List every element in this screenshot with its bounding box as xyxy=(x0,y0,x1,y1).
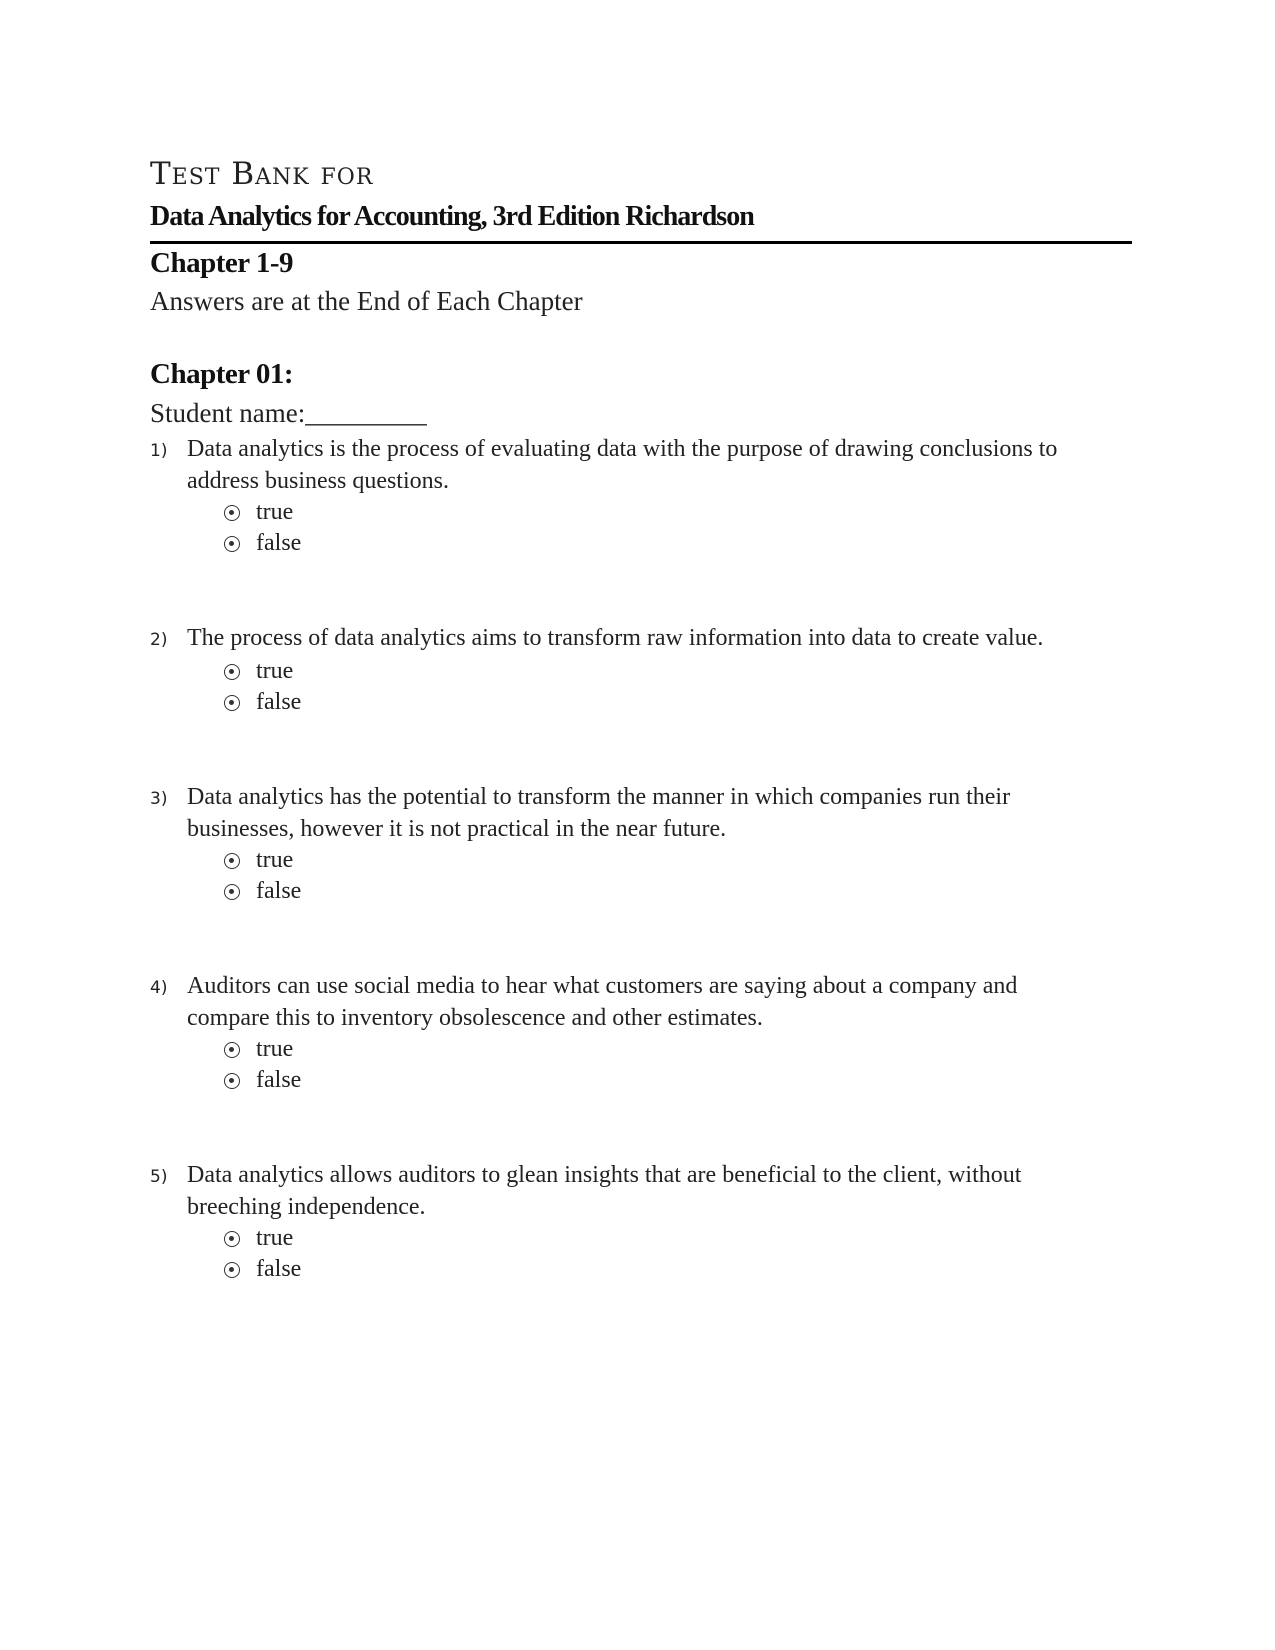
radio-icon[interactable] xyxy=(224,1042,240,1058)
option-label: false xyxy=(256,878,302,904)
option-label: false xyxy=(256,689,302,715)
radio-icon[interactable] xyxy=(224,1262,240,1278)
title-divider xyxy=(150,241,1132,244)
document-page xyxy=(150,155,1132,1348)
student-name-field: Student name:_________ xyxy=(150,398,427,428)
question-text: Data analytics has the potential to transform the manner in which companies run their businesses, however it is not practical in the near future. xyxy=(187,784,1011,842)
radio-icon[interactable] xyxy=(224,505,240,521)
option-true[interactable] xyxy=(224,497,1132,528)
answer-options xyxy=(224,656,1132,718)
question-number: 5) xyxy=(150,1167,168,1187)
question-text: Data analytics is the process of evaluating data with the purpose of drawing conclusions to address business questions. xyxy=(187,436,1058,494)
question-number: 2) xyxy=(150,630,168,650)
option-true[interactable] xyxy=(224,656,1132,687)
book-title: Data Analytics for Accounting, 3rd Edition Richardson xyxy=(150,201,754,232)
option-label: false xyxy=(256,1067,302,1093)
chapter-range: Chapter 1-9 xyxy=(150,247,293,279)
radio-icon[interactable] xyxy=(224,664,240,680)
question-text: Auditors can use social media to hear what customers are saying about a company and compare this to inventory obsolescence and other estimates. xyxy=(187,973,1018,1031)
question-text: Data analytics allows auditors to glean insights that are beneficial to the client, without breeching independence. xyxy=(187,1162,1022,1220)
chapter-heading: Chapter 01: xyxy=(150,358,293,390)
radio-icon[interactable] xyxy=(224,1231,240,1247)
question-5 xyxy=(150,1159,1132,1285)
question-number: 3) xyxy=(150,789,168,809)
option-false[interactable] xyxy=(224,1254,1132,1285)
question-2 xyxy=(150,622,1132,718)
question-1 xyxy=(150,433,1132,559)
answers-note: Answers are at the End of Each Chapter xyxy=(150,286,583,316)
question-text: The process of data analytics aims to transform raw information into data to create value. xyxy=(187,625,1044,651)
option-false[interactable] xyxy=(224,687,1132,718)
option-true[interactable] xyxy=(224,845,1132,876)
option-label: true xyxy=(256,1036,294,1062)
radio-icon[interactable] xyxy=(224,1073,240,1089)
option-label: true xyxy=(256,1225,294,1251)
option-label: false xyxy=(256,530,302,556)
option-false[interactable] xyxy=(224,1065,1132,1096)
option-false[interactable] xyxy=(224,528,1132,559)
radio-icon[interactable] xyxy=(224,536,240,552)
question-number: 4) xyxy=(150,978,168,998)
answer-options xyxy=(224,845,1132,907)
question-3 xyxy=(150,781,1132,907)
option-false[interactable] xyxy=(224,876,1132,907)
option-label: true xyxy=(256,658,294,684)
radio-icon[interactable] xyxy=(224,695,240,711)
document-title: Test Bank for xyxy=(150,156,374,192)
question-list xyxy=(150,433,1132,1285)
answer-options xyxy=(224,497,1132,559)
answer-options xyxy=(224,1034,1132,1096)
radio-icon[interactable] xyxy=(224,884,240,900)
option-label: true xyxy=(256,499,294,525)
option-label: false xyxy=(256,1256,302,1282)
question-4 xyxy=(150,970,1132,1096)
question-number: 1) xyxy=(150,441,168,461)
radio-icon[interactable] xyxy=(224,853,240,869)
option-true[interactable] xyxy=(224,1223,1132,1254)
option-true[interactable] xyxy=(224,1034,1132,1065)
answer-options xyxy=(224,1223,1132,1285)
option-label: true xyxy=(256,847,294,873)
